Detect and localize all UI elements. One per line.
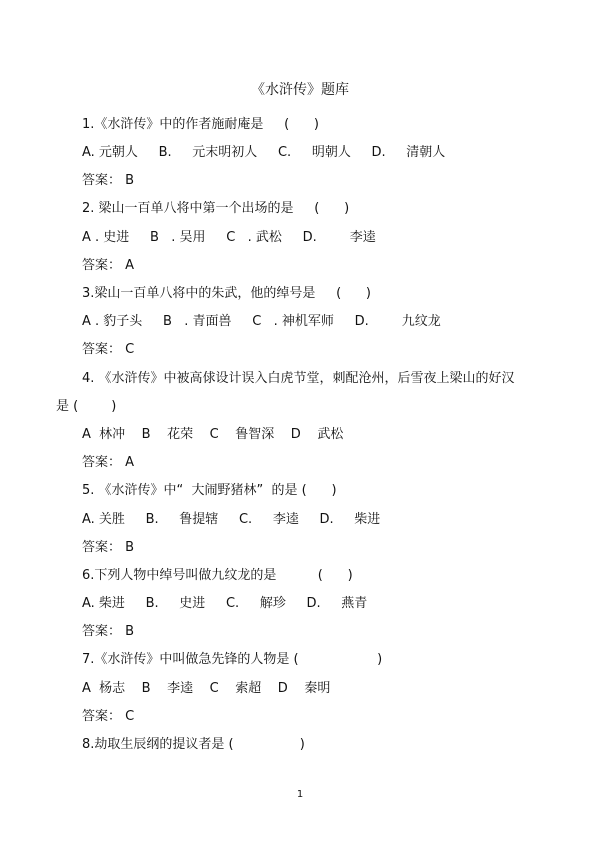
question-2-answer: 答案： A	[82, 258, 135, 273]
question-2-options: A . 史进 B . 吴用 C . 武松 D. 李逵	[82, 230, 376, 245]
question-5-answer: 答案： B	[82, 540, 135, 555]
question-4-text-continued: 是 ( )	[56, 399, 117, 414]
question-5-text: 5. 《水浒传》中“ 大闹野猪林” 的是 ( )	[82, 483, 337, 498]
question-3-answer: 答案： C	[82, 342, 135, 357]
question-1-answer: 答案： B	[82, 173, 135, 188]
question-5-options: A. 关胜 B. 鲁提辖 C. 李逵 D. 柴进	[82, 512, 381, 527]
question-3-text: 3.梁山一百单八将中的朱武，他的绰号是 ( )	[82, 286, 372, 301]
page-title: 《水浒传》题库	[251, 82, 349, 98]
question-1-options: A. 元朝人 B. 元末明初人 C. 明朝人 D. 清朝人	[82, 145, 446, 160]
question-6-answer: 答案： B	[82, 624, 135, 639]
page-number: 1	[296, 789, 304, 800]
question-6-text: 6.下列人物中绰号叫做九纹龙的是 ( )	[82, 568, 353, 583]
question-3-options: A . 豹子头 B . 青面兽 C . 神机军师 D. 九纹龙	[82, 314, 441, 329]
question-7-text: 7.《水浒传》中叫做急先锋的人物是 ( )	[82, 652, 383, 667]
question-7-options: A 杨志 B 李逵 C 索超 D 秦明	[82, 681, 331, 696]
question-6-options: A. 柴进 B. 史进 C. 解珍 D. 燕青	[82, 596, 368, 611]
question-4-text: 4. 《水浒传》中被高俅设计误入白虎节堂，刺配沧州，后雪夜上梁山的好汉	[82, 371, 515, 386]
question-8-text: 8.劫取生辰纲的提议者是 ( )	[82, 737, 305, 752]
question-2-text: 2. 梁山一百单八将中第一个出场的是 ( )	[82, 201, 350, 216]
question-7-answer: 答案： C	[82, 709, 135, 724]
question-4-options: A 林冲 B 花荣 C 鲁智深 D 武松	[82, 427, 344, 442]
question-4-answer: 答案： A	[82, 455, 135, 470]
question-1-text: 1.《水浒传》中的作者施耐庵是 ( )	[82, 117, 320, 132]
